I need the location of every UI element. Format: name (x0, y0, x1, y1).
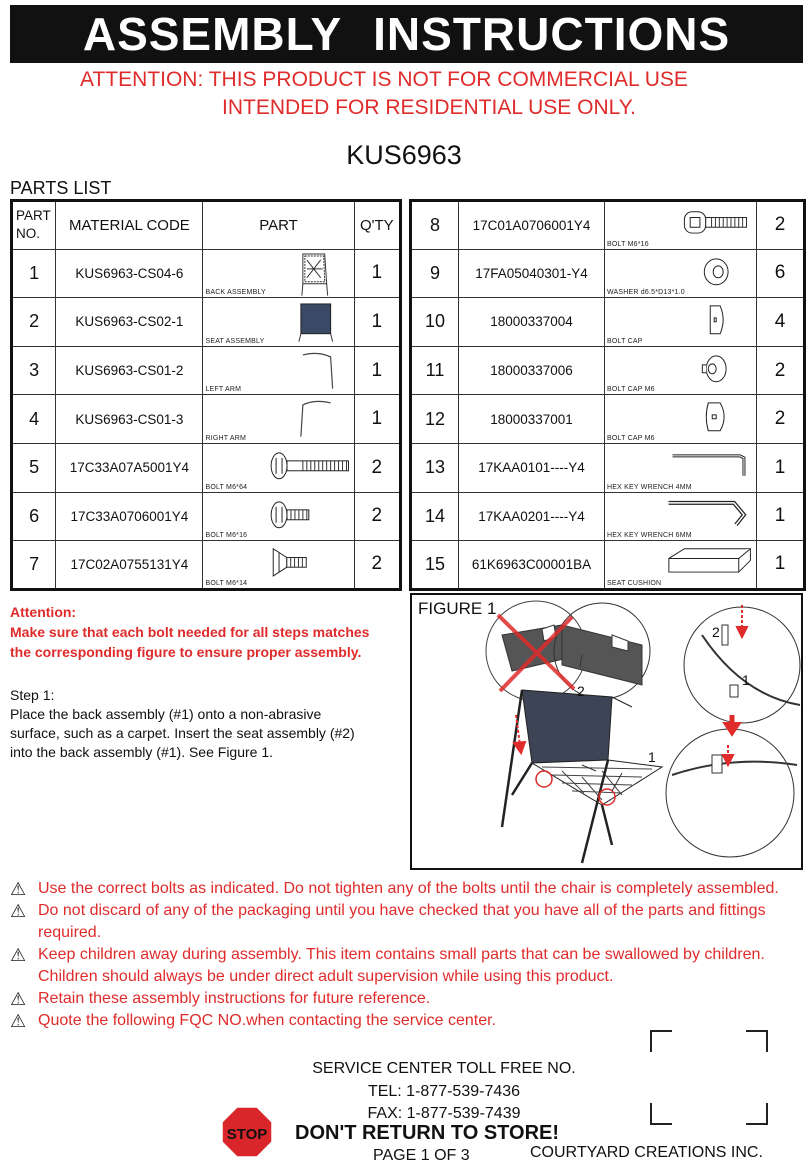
part-label: BOLT CAP (607, 337, 643, 345)
part-cell (605, 443, 757, 492)
stop-sign-icon (221, 1106, 273, 1158)
part-number: 8 (411, 201, 459, 250)
list-item (10, 1010, 800, 1032)
part-cell (605, 298, 757, 347)
part-cell (203, 492, 354, 541)
part-label: LEFT ARM (205, 386, 242, 394)
table-row (411, 249, 805, 298)
service-tel: TEL: 1-877-539-7436 (367, 1082, 521, 1100)
part-label: RIGHT ARM (205, 434, 247, 442)
list-item (10, 878, 800, 900)
list-item (10, 944, 800, 988)
material-code: KUS6963-CS02-1 (56, 298, 203, 347)
part-number: 3 (12, 346, 56, 395)
part-number: 12 (411, 395, 459, 444)
table-row (12, 443, 401, 492)
material-code: 17FA05040301-Y4 (459, 249, 605, 298)
table-row (411, 395, 805, 444)
header-part: PART (203, 201, 354, 250)
part-quantity: 2 (757, 395, 805, 444)
header-qty: Q'TY (354, 201, 400, 250)
model-number: KUS6963 (346, 140, 462, 170)
part-cell (203, 541, 354, 590)
zoom-callout-2: 2 (712, 624, 720, 640)
part-quantity: 6 (757, 249, 805, 298)
part-cell (203, 346, 354, 395)
part-label: WASHER d6.5*D13*1.0 (607, 289, 685, 297)
material-code: 17C02A0755131Y4 (56, 541, 203, 590)
part-quantity: 2 (757, 346, 805, 395)
part-number: 6 (12, 492, 56, 541)
parts-table-header (12, 201, 401, 250)
material-code: 17C33A0706001Y4 (56, 492, 203, 541)
part-number: 2 (12, 298, 56, 347)
step-1 (10, 686, 405, 762)
part-number: 7 (12, 541, 56, 590)
part-number: 9 (411, 249, 459, 298)
part-number: 5 (12, 443, 56, 492)
part-quantity: 1 (757, 443, 805, 492)
part-number: 15 (411, 541, 459, 590)
figure-callout-2: 2 (577, 683, 585, 699)
warning-text: Use the correct bolts as indicated. Do not tighten any of the bolts until the chair is completely assembled. (38, 880, 779, 897)
part-label: BOLT M6*16 (607, 240, 649, 248)
table-row (12, 395, 401, 444)
list-item (10, 988, 800, 1010)
part-quantity: 1 (354, 298, 400, 347)
warning-text: Quote the following FQC NO.when contacting the service center. (38, 1012, 497, 1029)
material-code: 18000337004 (459, 298, 605, 347)
part-cell (605, 201, 757, 250)
material-code: KUS6963-CS01-3 (56, 395, 203, 444)
warning-icon: ⚠ (10, 989, 27, 1009)
figure-1 (410, 593, 803, 870)
material-code: 17KAA0201----Y4 (459, 492, 605, 541)
service-fax: FAX: 1-877-539-7439 (367, 1105, 521, 1122)
table-row (12, 249, 401, 298)
warning-text: Keep children away during assembly. This item contains small parts that can be swallowed by children. Children should always be under direct adult supervision while using this product. (38, 946, 765, 985)
table-row (12, 346, 401, 395)
warning-text: Retain these assembly instructions for future reference. (38, 990, 431, 1007)
part-quantity: 2 (354, 541, 400, 590)
step-line-1: Place the back assembly (#1) onto a non-abrasive (10, 706, 322, 722)
part-quantity: 1 (354, 346, 400, 395)
part-quantity: 1 (354, 249, 400, 298)
bolt-attention-note (10, 602, 369, 662)
fqc-box-corner-tl (650, 1030, 672, 1052)
attention-line-2: the corresponding figure to ensure proper assembly. (10, 644, 362, 660)
warning-icon: ⚠ (10, 945, 27, 965)
parts-table-left (10, 199, 402, 591)
warning-icon: ⚠ (10, 879, 27, 899)
parts-list-label: PARTS LIST (10, 178, 112, 198)
part-cell (605, 492, 757, 541)
company-name: COURTYARD CREATIONS INC. (530, 1144, 763, 1161)
part-quantity: 2 (354, 492, 400, 541)
part-number: 11 (411, 346, 459, 395)
part-cell (203, 395, 354, 444)
step-line-2: surface, such as a carpet. Insert the seat assembly (#2) (10, 725, 355, 741)
attention-title: Attention: (10, 604, 77, 620)
part-quantity: 1 (757, 492, 805, 541)
figure-callout-1: 1 (648, 749, 656, 765)
part-cell (203, 249, 354, 298)
warning-icon: ⚠ (10, 1011, 27, 1031)
header-material-code: MATERIAL CODE (56, 201, 203, 250)
material-code: KUS6963-CS04-6 (56, 249, 203, 298)
table-row (12, 541, 401, 590)
service-center-info (0, 1058, 808, 1126)
table-row (411, 298, 805, 347)
part-label: SEAT CUSHION (607, 579, 662, 587)
warning-icon: ⚠ (10, 901, 27, 921)
material-code: 18000337001 (459, 395, 605, 444)
notice-line-2: INTENDED FOR RESIDENTIAL USE ONLY. (222, 96, 636, 119)
page-number: PAGE 1 OF 3 (373, 1147, 470, 1164)
part-number: 10 (411, 298, 459, 347)
material-code: 17KAA0101----Y4 (459, 443, 605, 492)
part-cell (605, 249, 757, 298)
part-cell (203, 443, 354, 492)
material-code: 17C33A07A5001Y4 (56, 443, 203, 492)
table-row (411, 201, 805, 250)
table-row (411, 346, 805, 395)
list-item (10, 900, 800, 944)
figure-title: FIGURE 1 (418, 599, 497, 618)
part-cell (605, 541, 757, 590)
step-title: Step 1: (10, 687, 55, 703)
step-line-3: into the back assembly (#1). See Figure 1. (10, 744, 274, 760)
part-quantity: 1 (757, 541, 805, 590)
header-part-no: PART NO. (12, 201, 56, 250)
part-label: BOLT M6*16 (205, 532, 248, 540)
part-number: 4 (12, 395, 56, 444)
part-label: BACK ASSEMBLY (205, 289, 266, 297)
material-code: 18000337006 (459, 346, 605, 395)
chair-assembly-illustration (412, 595, 801, 868)
material-code: KUS6963-CS01-2 (56, 346, 203, 395)
warnings-list (10, 878, 800, 1032)
table-row (12, 298, 401, 347)
part-quantity: 2 (354, 443, 400, 492)
material-code: 61K6963C00001BA (459, 541, 605, 590)
part-quantity: 4 (757, 298, 805, 347)
service-center-label: SERVICE CENTER TOLL FREE NO. (312, 1060, 576, 1077)
stop-sign-text: STOP (226, 1126, 268, 1143)
part-label: BOLT M6*64 (205, 483, 248, 491)
part-label: BOLT M6*14 (205, 579, 248, 587)
zoom-callout-1: 1 (742, 672, 750, 688)
part-number: 14 (411, 492, 459, 541)
attention-line-1: Make sure that each bolt needed for all steps matches (10, 624, 370, 640)
no-return-notice: DON'T RETURN TO STORE! (295, 1122, 560, 1144)
part-label: BOLT CAP M6 (607, 434, 655, 442)
part-label: HEX KEY WRENCH 4MM (607, 483, 692, 491)
part-cell (203, 298, 354, 347)
part-number: 1 (12, 249, 56, 298)
table-row (12, 492, 401, 541)
part-label: HEX KEY WRENCH 6MM (607, 532, 692, 540)
material-code: 17C01A0706001Y4 (459, 201, 605, 250)
part-cell (605, 346, 757, 395)
table-row (411, 492, 805, 541)
part-quantity: 2 (757, 201, 805, 250)
part-cell (605, 395, 757, 444)
document-title: ASSEMBLY INSTRUCTIONS (10, 5, 803, 63)
part-label: SEAT ASSEMBLY (205, 337, 265, 345)
part-label: BOLT CAP M6 (607, 386, 655, 394)
fqc-box-corner-tr (746, 1030, 768, 1052)
table-row (411, 443, 805, 492)
warning-text: Do not discard of any of the packaging until you have checked that you have all of the parts and fittings required. (38, 902, 766, 941)
parts-table-right (409, 199, 806, 591)
notice-line-1: ATTENTION: THIS PRODUCT IS NOT FOR COMMERCIAL USE (80, 68, 688, 91)
table-row (411, 541, 805, 590)
part-number: 13 (411, 443, 459, 492)
part-quantity: 1 (354, 395, 400, 444)
